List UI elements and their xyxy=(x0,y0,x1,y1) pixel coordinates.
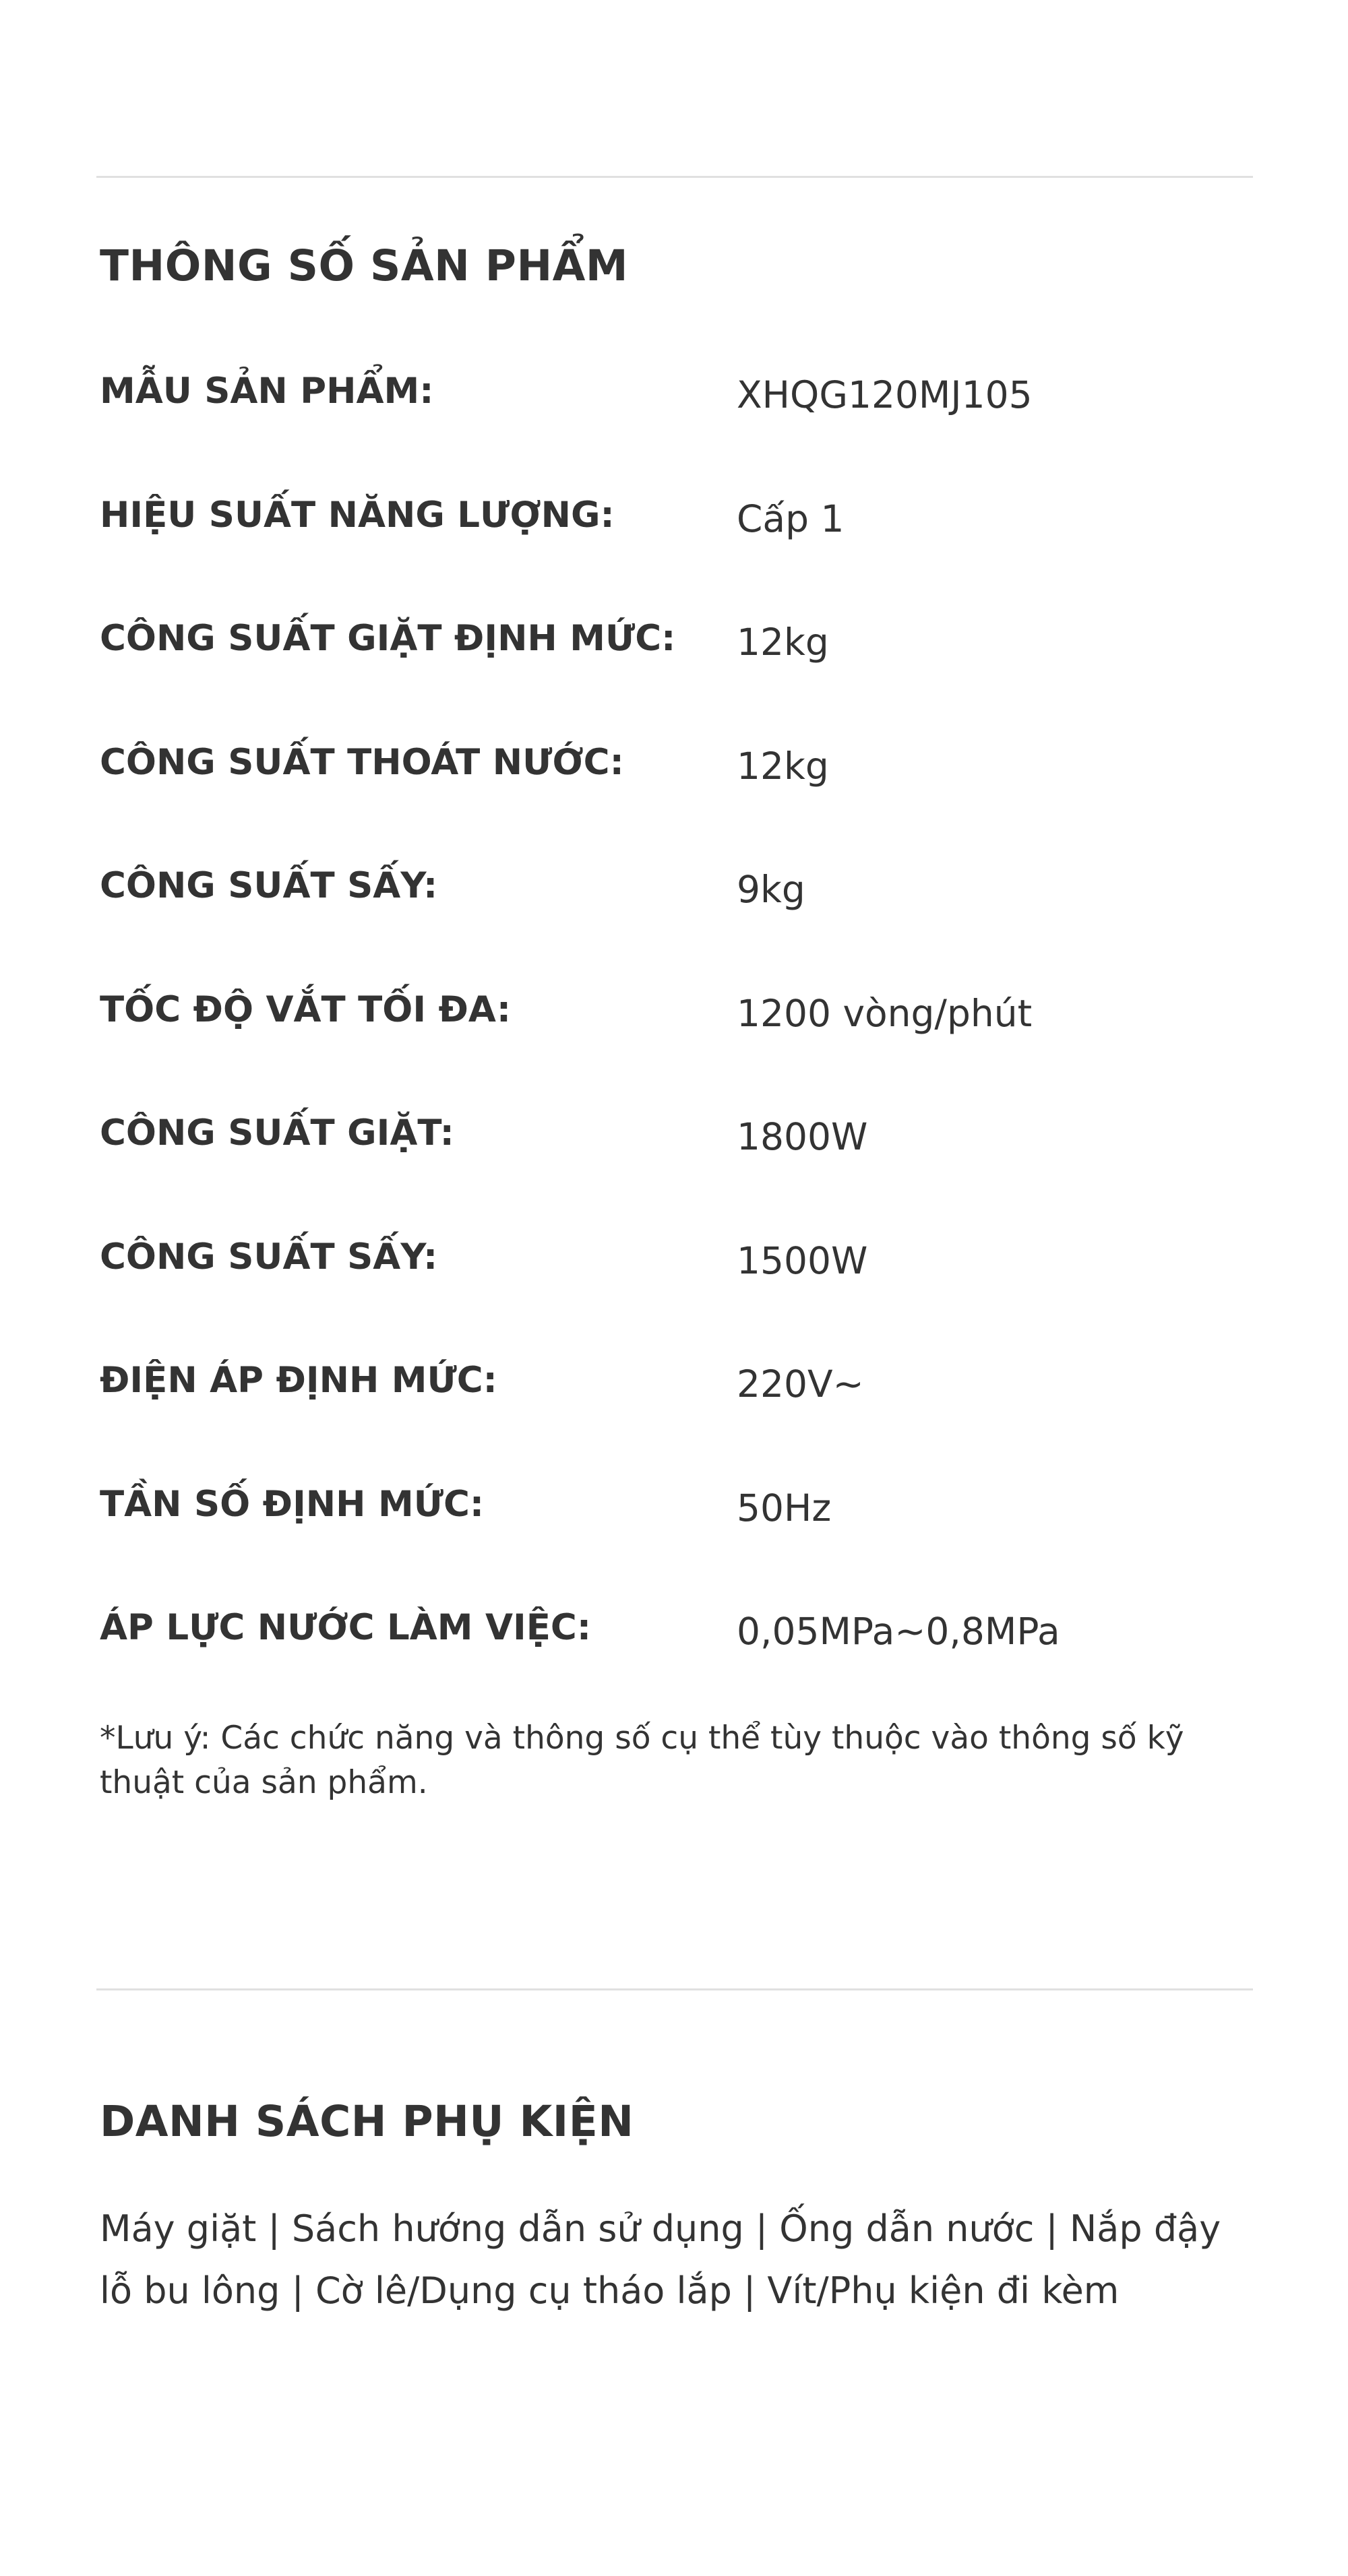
spec-row-model xyxy=(100,350,1256,474)
spec-label: CÔNG SUẤT GIẶT: xyxy=(100,1112,454,1154)
spec-value: 12kg xyxy=(737,744,829,788)
spec-label: CÔNG SUẤT SẤY: xyxy=(100,865,438,906)
spec-label: CÔNG SUẤT SẤY: xyxy=(100,1236,438,1278)
spec-label: TẦN SỐ ĐỊNH MỨC: xyxy=(100,1483,485,1525)
spec-label: ĐIỆN ÁP ĐỊNH MỨC: xyxy=(100,1360,497,1401)
spec-value: XHQG120MJ105 xyxy=(737,373,1033,416)
spec-row-rated-frequency xyxy=(100,1464,1256,1588)
specs-section-title: THÔNG SỐ SẢN PHẨM xyxy=(100,241,629,290)
accessories-list: Máy giặt | Sách hướng dẫn sử dụng | Ống dẫn nước | Nắp đậy lỗ bu lông | Cờ lê/Dụng cụ tháo lắp | Vít/Phụ kiện đi kèm xyxy=(100,2207,1221,2312)
specs-note: *Lưu ý: Các chức năng và thông số cụ thể tùy thuộc vào thông số kỹ thuật của sản phẩm. xyxy=(100,1720,1184,1801)
spec-label: ÁP LỰC NƯỚC LÀM VIỆC: xyxy=(100,1607,592,1648)
spec-row-water-pressure xyxy=(100,1587,1256,1711)
spec-row-drain-capacity xyxy=(100,722,1256,846)
spec-value: 1800W xyxy=(737,1115,868,1158)
spec-value: 9kg xyxy=(737,868,805,911)
spec-row-max-spin-speed xyxy=(100,969,1256,1093)
spec-label: HIỆU SUẤT NĂNG LƯỢNG: xyxy=(100,494,615,536)
spec-value: Cấp 1 xyxy=(737,497,845,540)
spec-row-dry-power xyxy=(100,1216,1256,1340)
accessories-section-title: DANH SÁCH PHỤ KIỆN xyxy=(100,2097,634,2146)
spec-value: 1200 vòng/phút xyxy=(737,991,1033,1035)
spec-row-wash-power xyxy=(100,1092,1256,1216)
spec-value: 220V~ xyxy=(737,1362,864,1406)
spec-row-dry-capacity xyxy=(100,845,1256,969)
spec-label: MẪU SẢN PHẨM: xyxy=(100,371,434,412)
spec-value: 50Hz xyxy=(737,1486,832,1530)
spec-value: 12kg xyxy=(737,621,829,664)
spec-value: 0,05MPa~0,8MPa xyxy=(737,1610,1060,1653)
spec-label: CÔNG SUẤT THOÁT NƯỚC: xyxy=(100,741,624,783)
spec-row-rated-voltage xyxy=(100,1340,1256,1464)
spec-row-wash-capacity xyxy=(100,598,1256,722)
spec-row-energy-efficiency xyxy=(100,474,1256,598)
spec-table xyxy=(100,350,1256,1711)
spec-label: CÔNG SUẤT GIẶT ĐỊNH MỨC: xyxy=(100,618,676,659)
section-divider xyxy=(96,1988,1253,1990)
spec-label: TỐC ĐỘ VẮT TỐI ĐA: xyxy=(100,988,512,1030)
spec-value: 1500W xyxy=(737,1238,868,1282)
top-divider xyxy=(96,176,1253,178)
